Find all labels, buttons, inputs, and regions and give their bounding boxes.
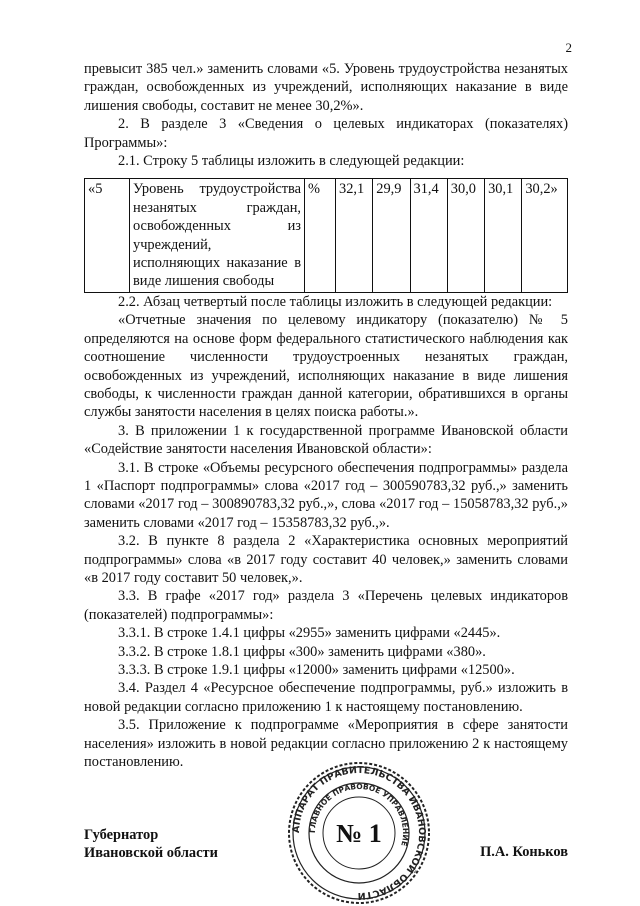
signatory-title-line: Ивановской области (84, 845, 218, 862)
table-cell-value: 30,1 (485, 179, 522, 292)
paragraph: 3.5. Приложение к подпрограмме «Мероприятия в сфере занятости населения» изложить в новой редакции согласно приложению 2 к настоящему постановлению. (84, 717, 568, 771)
table-cell-value: 31,4 (410, 179, 447, 292)
paragraph: 3.4. Раздел 4 «Ресурсное обеспечение подпрограммы, руб.» изложить в новой редакции согласно приложению 1 к настоящему постановлению. (84, 680, 568, 715)
paragraph: 2. В разделе 3 «Сведения о целевых индикаторах (показателях) Программы»: (84, 116, 568, 151)
paragraph: «Отчетные значения по целевому индикатору (показателю) № 5 определяются на основе форм федерального статистического наблюдения как соотношение численности трудоустроенных незанятых граждан, освобожденных из учреждений, исполняющих наказание в виде лишения свободы, к численности граждан данной категории, обратившихся в органы службы занятости населения в целях поиска работы.». (84, 312, 568, 421)
paragraph: 3.3.2. В строке 1.8.1 цифры «300» заменить цифрами «380». (118, 643, 486, 660)
paragraph: превысит 385 чел.» заменить словами «5. Уровень трудоустройства незанятых граждан, освобожденных из учреждений, исполняющих наказание в виде лишения свободы, составит не менее 30,2%». (84, 61, 568, 114)
table-cell-number: «5 (85, 179, 130, 292)
document-body (84, 60, 568, 771)
indicator-table (84, 178, 568, 292)
paragraph: 3.3.1. В строке 1.4.1 цифры «2955» заменить цифрами «2445». (118, 625, 501, 642)
table-row (85, 179, 568, 292)
table-cell-value: 30,0 (447, 179, 484, 292)
paragraph: 3.3.3. В строке 1.9.1 цифры «12000» заменить цифрами «12500». (118, 662, 515, 678)
official-seal (286, 760, 432, 906)
table-cell-unit: % (305, 179, 336, 292)
paragraph: 2.1. Строку 5 таблицы изложить в следующей редакции: (118, 153, 465, 170)
paragraph: 3.1. В строке «Объемы ресурсного обеспечения подпрограммы» раздела 1 «Паспорт подпрограммы» слова «2017 год – 300590783,32 руб.,» заменить словами «2017 год – 300890783,32 руб.,», слова «2017 год – 15058783,32 руб.,» заменить словами «2017 год – 15358783,32 руб.,». (84, 459, 568, 531)
seal-inner-text: ГЛАВНОЕ ПРАВОВОЕ УПРАВЛЕНИЕ (307, 781, 411, 848)
signatory-title-line: Губернатор (84, 827, 159, 843)
seal-center-number: № 1 (336, 819, 382, 848)
seal-outer-text: АППАРАТ ПРАВИТЕЛЬСТВА ИВАНОВСКОЙ ОБЛАСТИ (290, 764, 428, 902)
paragraph: 3.2. В пункте 8 раздела 2 «Характеристика основных мероприятий подпрограммы» слова «в 2017 году составит 40 человек,» заменить словами «в 2017 году составит 50 человек,». (84, 533, 568, 586)
table-cell-value: 29,9 (373, 179, 410, 292)
table-cell-value: 30,2» (522, 179, 568, 292)
paragraph: 2.2. Абзац четвертый после таблицы изложить в следующей редакции: (118, 293, 553, 310)
table-cell-indicator-name: Уровень трудоустройства незанятых граждан, освобожденных из учреждений, исполняющих наказание в виде лишения свободы (130, 179, 305, 292)
page-number: 2 (565, 40, 572, 55)
paragraph: 3.3. В графе «2017 год» раздела 3 «Перечень целевых индикаторов (показателей) подпрограммы»: (84, 588, 568, 623)
signatory-name: П.А. Коньков (480, 844, 568, 860)
table-cell-value: 32,1 (336, 179, 373, 292)
paragraph: 3. В приложении 1 к государственной программе Ивановской области «Содействие занятости населения Ивановской области»: (84, 422, 568, 458)
signatory-title (84, 826, 218, 863)
